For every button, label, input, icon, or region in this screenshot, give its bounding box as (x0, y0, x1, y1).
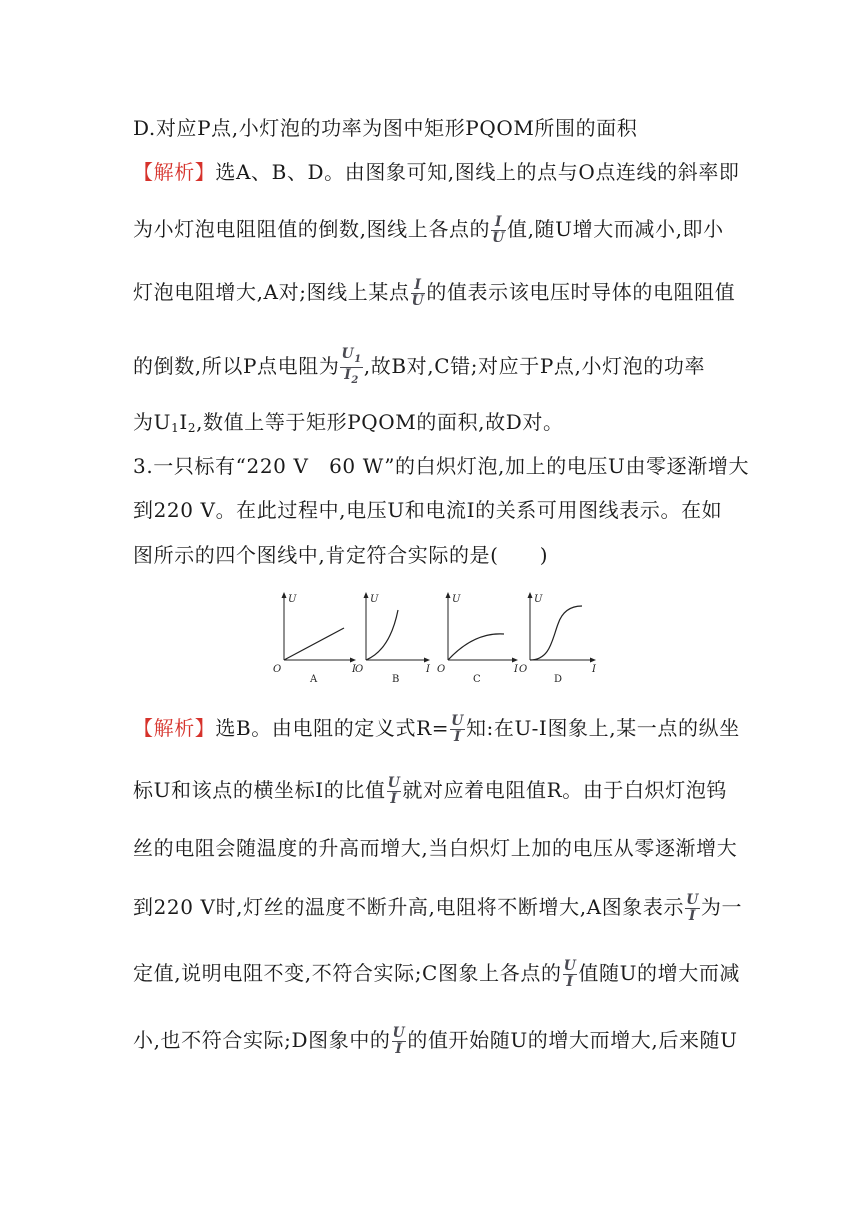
fraction-u1-over-i2: $\frac{U_1}{I_2}$ (341, 346, 362, 386)
fraction-u-over-i: $\frac{U}{I}$ (387, 775, 401, 807)
analysis-1-line-1: 【解析】选A、B、D。由图象可知,图线上的点与O点连线的斜率即 (133, 160, 740, 184)
analysis-1-line-5: 为$U_1I_2$,数值上等于矩形PQOM的面积,故D对。 (133, 410, 564, 435)
option-d-text: D.对应P点,小灯泡的功率为图中矩形PQOM所围的面积 (133, 116, 638, 140)
question-3-line-3: 图所示的四个图线中,肯定符合实际的是( ) (133, 543, 549, 567)
graph-d (519, 592, 597, 684)
question-3-line-1: 3.一只标有“220 V 60 W”的白炽灯泡,加上的电压U由零逐渐增大 (133, 454, 750, 478)
analysis-1-line-3: 灯泡电阻增大,A对;图线上某点 $\frac{I}{U}$ 的值表示该电压时导体的电阻阻值 (133, 277, 736, 309)
fraction-u-over-i: $\frac{U}{I}$ (451, 713, 464, 745)
question-3-line-2: 到220 V。在此过程中,电压U和电流I的关系可用图线表示。在如 (133, 498, 723, 522)
svg-text:U: U (370, 594, 379, 605)
svg-text:O: O (519, 664, 528, 675)
fraction-i-over-u: $\frac{I}{U}$ (492, 214, 505, 246)
analysis-2-line-1: 【解析】选B。由电阻的定义式R= $\frac{U}{I}$ 知:在U-I图象上,某一点的纵坐 (133, 713, 740, 745)
svg-text:O: O (355, 664, 364, 675)
svg-text:A: A (310, 674, 318, 684)
svg-text:U: U (534, 594, 543, 605)
analysis-2-line-2: 标U和该点的横坐标I的比值 $\frac{U}{I}$ 就对应着电阻值R。由于白炽灯泡钨 (133, 775, 728, 807)
analysis-2-line-6: 小,也不符合实际;D图象中的 $\frac{U}{I}$ 的值开始随U的增大而增大,后来随U (133, 1025, 738, 1057)
graph-b (355, 592, 431, 684)
svg-text:U: U (452, 594, 461, 605)
svg-text:O: O (273, 664, 282, 675)
graph-a (273, 592, 357, 684)
analysis-1-line-2: 为小灯泡电阻阻值的倒数,图线上各点的 $\frac{I}{U}$ 值,随U增大而减小,即小 (133, 214, 724, 246)
fraction-u-over-i: $\frac{U}{I}$ (392, 1025, 406, 1057)
analysis-2-line-3: 丝的电阻会随温度的升高而增大,当白炽灯上加的电压从零逐渐增大 (133, 836, 738, 860)
svg-text:I: I (514, 664, 518, 675)
svg-text:B: B (392, 674, 400, 684)
svg-text:I: I (426, 664, 430, 675)
fraction-u-over-i: $\frac{U}{I}$ (686, 892, 699, 924)
analysis-1-line-4: 的倒数,所以P点电阻为 $\frac{U_1}{I_2}$ ,故B对,C错;对应于P点,小灯泡的功率 (133, 346, 706, 386)
fraction-i-over-u: $\frac{I}{U}$ (411, 277, 425, 309)
svg-text:I: I (592, 664, 596, 675)
analysis-tag: 【解析】 (133, 716, 216, 740)
analysis-2-line-4: 到220 V时,灯丝的温度不断升高,电阻将不断增大,A图象表示 $\frac{U}{I}$ 为一 (133, 892, 743, 924)
analysis-tag: 【解析】 (133, 160, 216, 184)
svg-text:U: U (288, 594, 297, 605)
fraction-u-over-i: $\frac{U}{I}$ (563, 958, 577, 990)
svg-text:C: C (473, 674, 481, 684)
analysis-2-line-5: 定值,说明电阻不变,不符合实际;C图象上各点的 $\frac{U}{I}$ 值随U的增大而减 (133, 958, 741, 990)
ui-graphs-figure (270, 590, 600, 684)
svg-text:D: D (554, 674, 563, 684)
graph-c (437, 592, 519, 684)
svg-text:O: O (437, 664, 446, 675)
svg-text:I: I (352, 664, 356, 675)
